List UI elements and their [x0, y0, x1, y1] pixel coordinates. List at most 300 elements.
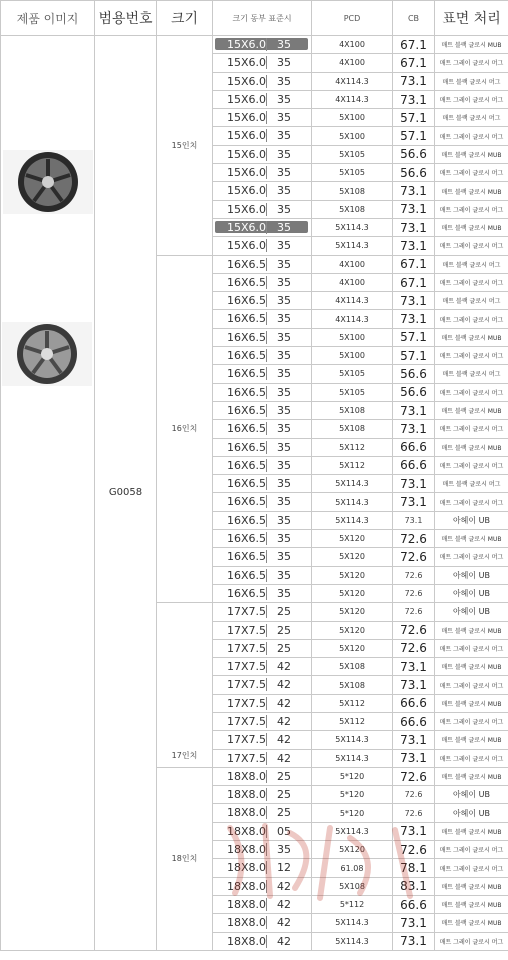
divider	[266, 605, 267, 618]
size-spec-cell	[213, 72, 312, 90]
size-spec-cell	[213, 731, 312, 749]
finish-value: 매트 그레이 글로시 머그	[435, 127, 508, 145]
size-spec-cell	[213, 676, 312, 694]
divider	[266, 312, 267, 325]
cb-value: 67.1	[393, 36, 435, 54]
finish-value: 아헤이 UB	[435, 584, 508, 602]
size-spec-cell	[213, 200, 312, 218]
pcd-value: 5X105	[312, 164, 393, 182]
divider	[266, 514, 267, 527]
size-spec-cell	[213, 475, 312, 493]
pcd-value: 5X114.3	[312, 822, 393, 840]
wheel-size: 16X6.5	[227, 550, 267, 564]
wheel-offset: 35	[277, 275, 291, 289]
product-code: G0058	[95, 36, 157, 951]
size-spec-cell	[213, 90, 312, 108]
size-spec-cell	[213, 584, 312, 602]
size-spec-cell	[213, 621, 312, 639]
wheel-offset: 35	[277, 239, 291, 253]
wheel-size: 16X6.5	[227, 367, 267, 381]
wheel-offset: 35	[277, 166, 291, 180]
cb-value: 73.1	[393, 237, 435, 255]
wheel-offset: 35	[277, 532, 291, 546]
cb-value: 73.1	[393, 310, 435, 328]
wheel-offset: 35	[277, 257, 291, 271]
pcd-value: 4X114.3	[312, 90, 393, 108]
pcd-value: 5X105	[312, 365, 393, 383]
pcd-value: 5X114.3	[312, 475, 393, 493]
pcd-value: 5X120	[312, 548, 393, 566]
finish-value: 매트 그레이 글로시 머그	[435, 841, 508, 859]
wheel-size: 15X6.0	[227, 129, 267, 143]
pcd-value: 5X108	[312, 420, 393, 438]
pcd-value: 5X114.3	[312, 218, 393, 236]
finish-value: 매트 그레이 글로시 머그	[435, 347, 508, 365]
divider	[266, 733, 267, 746]
wheel-offset: 05	[277, 824, 291, 838]
wheel-offset: 35	[277, 440, 291, 454]
cb-value: 56.6	[393, 365, 435, 383]
wheel-size: 16X6.5	[227, 312, 267, 326]
divider	[266, 221, 267, 234]
finish-value: 매트 그레이 글로시 머그	[435, 200, 508, 218]
cb-value: 57.1	[393, 347, 435, 365]
finish-value: 매트 블랙 글로시 MUB	[435, 877, 508, 895]
wheel-size: 15X6.0	[227, 92, 267, 106]
pcd-value: 4X100	[312, 255, 393, 273]
header-spec: 크기 동부 표준시	[213, 1, 312, 36]
wheel-offset: 35	[277, 202, 291, 216]
cb-value: 67.1	[393, 255, 435, 273]
divider	[266, 825, 267, 838]
wheel-size: 17X7.5	[227, 641, 267, 655]
pcd-value: 4X114.3	[312, 310, 393, 328]
cb-value: 57.1	[393, 127, 435, 145]
wheel-size: 18X8.0	[227, 788, 267, 802]
size-spec-cell	[213, 347, 312, 365]
finish-value: 매트 그레이 글로시 머그	[435, 676, 508, 694]
pcd-value: 4X100	[312, 36, 393, 54]
cb-value: 72.6	[393, 621, 435, 639]
pcd-value: 5X108	[312, 401, 393, 419]
finish-value: 매트 그레이 글로시 머그	[435, 383, 508, 401]
pcd-value: 5X108	[312, 182, 393, 200]
cb-value: 66.6	[393, 438, 435, 456]
cb-value: 78.1	[393, 859, 435, 877]
wheel-offset: 35	[277, 422, 291, 436]
cb-value: 73.1	[393, 72, 435, 90]
wheel-offset: 35	[277, 294, 291, 308]
size-spec-cell	[213, 511, 312, 529]
pcd-value: 5X120	[312, 566, 393, 584]
wheel-offset: 25	[277, 605, 291, 619]
divider	[266, 916, 267, 929]
divider	[266, 569, 267, 582]
cb-value: 72.6	[393, 804, 435, 822]
pcd-value: 5X120	[312, 621, 393, 639]
divider	[266, 898, 267, 911]
size-spec-cell	[213, 804, 312, 822]
finish-value: 아헤이 UB	[435, 511, 508, 529]
wheel-offset: 35	[277, 349, 291, 363]
wheel-size: 15X6.0	[227, 184, 267, 198]
divider	[266, 861, 267, 874]
cb-value: 73.1	[393, 731, 435, 749]
wheel-size: 16X6.5	[227, 477, 267, 491]
wheel-size: 15X6.0	[227, 220, 267, 234]
size-spec-cell	[213, 767, 312, 785]
finish-value: 아헤이 UB	[435, 566, 508, 584]
size-spec-cell	[213, 877, 312, 895]
wheel-offset: 35	[277, 330, 291, 344]
divider	[266, 75, 267, 88]
pcd-value: 5X108	[312, 676, 393, 694]
wheel-size: 15X6.0	[227, 38, 267, 51]
size-spec-cell	[213, 164, 312, 182]
finish-value: 매트 그레이 글로시 머그	[435, 273, 508, 291]
size-spec-cell	[213, 639, 312, 657]
wheel-offset: 42	[277, 879, 291, 893]
cb-value: 73.1	[393, 420, 435, 438]
size-spec-cell	[213, 36, 312, 54]
finish-value: 매트 그레이 글로시 머그	[435, 639, 508, 657]
pcd-value: 5X120	[312, 841, 393, 859]
wheel-size: 16X6.5	[227, 532, 267, 546]
size-group-label: 18인치	[157, 767, 213, 950]
cb-value: 57.1	[393, 109, 435, 127]
wheel-offset: 25	[277, 623, 291, 637]
divider	[266, 770, 267, 783]
finish-value: 매트 블랙 글로시 머그	[435, 475, 508, 493]
wheel-size: 16X6.5	[227, 330, 267, 344]
wheel-offset: 42	[277, 897, 291, 911]
size-spec-cell	[213, 895, 312, 913]
divider	[266, 422, 267, 435]
cb-value: 73.1	[393, 401, 435, 419]
pcd-value: 5X100	[312, 328, 393, 346]
finish-value: 매트 그레이 글로시 머그	[435, 548, 508, 566]
size-spec-cell	[213, 292, 312, 310]
finish-value: 매트 그레이 글로시 머그	[435, 456, 508, 474]
wheel-size: 15X6.0	[227, 202, 267, 216]
size-spec-cell	[213, 420, 312, 438]
wheel-offset: 35	[277, 495, 291, 509]
pcd-value: 5X100	[312, 109, 393, 127]
pcd-value: 5X108	[312, 877, 393, 895]
divider	[266, 184, 267, 197]
cb-value: 66.6	[393, 895, 435, 913]
size-spec-cell	[213, 127, 312, 145]
wheel-offset: 25	[277, 788, 291, 802]
wheel-size: 16X6.5	[227, 257, 267, 271]
finish-value: 매트 그레이 글로시 머그	[435, 164, 508, 182]
divider	[266, 56, 267, 69]
wheel-size: 16X6.5	[227, 586, 267, 600]
pcd-value: 4X100	[312, 54, 393, 72]
divider	[266, 331, 267, 344]
finish-value: 매트 블랙 글로시 MUB	[435, 530, 508, 548]
cb-value: 72.6	[393, 566, 435, 584]
wheel-size: 16X6.5	[227, 440, 267, 454]
wheel-size: 16X6.5	[227, 403, 267, 417]
size-spec-cell	[213, 493, 312, 511]
wheel-offset: 35	[277, 92, 291, 106]
divider	[266, 441, 267, 454]
finish-value: 매트 블랙 글로시 MUB	[435, 822, 508, 840]
pcd-value: 5X114.3	[312, 731, 393, 749]
wheel-size: 16X6.5	[227, 513, 267, 527]
size-spec-cell	[213, 383, 312, 401]
wheel-offset: 42	[277, 916, 291, 930]
wheel-offset: 42	[277, 934, 291, 948]
divider	[266, 550, 267, 563]
cb-value: 72.6	[393, 548, 435, 566]
cb-value: 72.6	[393, 841, 435, 859]
finish-value: 매트 블랙 글로시 MUB	[435, 895, 508, 913]
pcd-value: 5X112	[312, 438, 393, 456]
pcd-value: 5X114.3	[312, 237, 393, 255]
cb-value: 72.6	[393, 584, 435, 602]
divider	[266, 642, 267, 655]
divider	[266, 294, 267, 307]
pcd-value: 4X114.3	[312, 292, 393, 310]
size-spec-cell	[213, 145, 312, 163]
divider	[266, 404, 267, 417]
header-finish: 표면 처리	[435, 1, 508, 36]
pcd-value: 5X108	[312, 658, 393, 676]
divider	[266, 843, 267, 856]
size-spec-cell	[213, 566, 312, 584]
wheel-offset: 35	[277, 74, 291, 88]
pcd-value: 61.08	[312, 859, 393, 877]
wheel-offset: 35	[277, 129, 291, 143]
wheel-offset: 25	[277, 769, 291, 783]
finish-value: 매트 블랙 글로시 MUB	[435, 621, 508, 639]
wheel-size: 15X6.0	[227, 166, 267, 180]
divider	[266, 660, 267, 673]
cb-value: 56.6	[393, 164, 435, 182]
pcd-value: 5X108	[312, 200, 393, 218]
pcd-value: 5X120	[312, 584, 393, 602]
divider	[266, 93, 267, 106]
finish-value: 매트 블랙 글로시 MUB	[435, 694, 508, 712]
cb-value: 72.6	[393, 639, 435, 657]
cb-value: 67.1	[393, 54, 435, 72]
finish-value: 매트 블랙 글로시 MUB	[435, 658, 508, 676]
size-spec-cell	[213, 859, 312, 877]
pcd-value: 5X120	[312, 639, 393, 657]
size-spec-cell	[213, 218, 312, 236]
divider	[266, 367, 267, 380]
pcd-value: 5X100	[312, 127, 393, 145]
wheel-size: 17X7.5	[227, 623, 267, 637]
finish-value: 매트 블랙 글로시 머그	[435, 109, 508, 127]
cb-value: 72.6	[393, 603, 435, 621]
finish-value: 매트 그레이 글로시 머그	[435, 237, 508, 255]
finish-value: 아헤이 UB	[435, 786, 508, 804]
wheel-offset: 35	[277, 550, 291, 564]
header-cb: CB	[393, 1, 435, 36]
wheel-size: 17X7.5	[227, 660, 267, 674]
size-spec-cell	[213, 694, 312, 712]
divider	[266, 386, 267, 399]
pcd-value: 5X105	[312, 145, 393, 163]
wheel-offset: 35	[277, 458, 291, 472]
wheel-image-2	[2, 322, 92, 386]
size-spec-cell	[213, 822, 312, 840]
wheel-offset: 12	[277, 861, 291, 875]
pcd-value: 5X114.3	[312, 493, 393, 511]
wheel-offset: 35	[277, 220, 291, 234]
cb-value: 73.1	[393, 475, 435, 493]
cb-value: 67.1	[393, 273, 435, 291]
finish-value: 매트 블랙 글로시 MUB	[435, 145, 508, 163]
wheel-offset: 35	[277, 184, 291, 198]
cb-value: 73.1	[393, 658, 435, 676]
cb-value: 73.1	[393, 218, 435, 236]
wheel-size: 17X7.5	[227, 605, 267, 619]
finish-value: 매트 블랙 글로시 MUB	[435, 914, 508, 932]
wheel-image-1	[3, 150, 93, 214]
divider	[266, 276, 267, 289]
wheel-size: 18X8.0	[227, 916, 267, 930]
header-code: 범용번호	[95, 1, 157, 36]
wheel-size: 18X8.0	[227, 861, 267, 875]
finish-value: 매트 그레이 글로시 머그	[435, 859, 508, 877]
wheel-size: 18X8.0	[227, 769, 267, 783]
size-spec-cell	[213, 712, 312, 730]
cb-value: 73.1	[393, 932, 435, 950]
pcd-value: 5X112	[312, 712, 393, 730]
wheel-offset: 42	[277, 733, 291, 747]
wheel-offset: 35	[277, 513, 291, 527]
size-spec-cell	[213, 438, 312, 456]
finish-value: 매트 블랙 글로시 MUB	[435, 36, 508, 54]
divider	[266, 258, 267, 271]
wheel-offset: 42	[277, 678, 291, 692]
wheel-offset: 35	[277, 385, 291, 399]
wheel-size: 18X8.0	[227, 843, 267, 857]
cb-value: 66.6	[393, 694, 435, 712]
pcd-value: 5X120	[312, 530, 393, 548]
divider	[266, 129, 267, 142]
cb-value: 73.1	[393, 292, 435, 310]
wheel-size: 16X6.5	[227, 458, 267, 472]
cb-value: 72.6	[393, 530, 435, 548]
pcd-value: 5X114.3	[312, 511, 393, 529]
divider	[266, 880, 267, 893]
wheel-offset: 35	[277, 586, 291, 600]
wheel-offset: 35	[277, 38, 291, 51]
size-spec-cell	[213, 932, 312, 950]
size-spec-cell	[213, 109, 312, 127]
divider	[266, 678, 267, 691]
size-group-label: 16인치	[157, 255, 213, 603]
size-spec-cell	[213, 786, 312, 804]
cb-value: 66.6	[393, 456, 435, 474]
wheel-offset: 35	[277, 147, 291, 161]
finish-value: 매트 블랙 글로시 머그	[435, 292, 508, 310]
size-spec-cell	[213, 914, 312, 932]
cb-value: 73.1	[393, 822, 435, 840]
cb-value: 73.1	[393, 90, 435, 108]
finish-value: 매트 블랙 글로시 MUB	[435, 731, 508, 749]
wheel-offset: 35	[277, 568, 291, 582]
pcd-value: 5*120	[312, 804, 393, 822]
finish-value: 매트 그레이 글로시 머그	[435, 54, 508, 72]
cb-value: 56.6	[393, 383, 435, 401]
wheel-offset: 35	[277, 843, 291, 857]
wheel-offset: 35	[277, 111, 291, 125]
size-spec-cell	[213, 273, 312, 291]
size-group-label: 17인치	[157, 603, 213, 768]
size-spec-cell	[213, 841, 312, 859]
size-spec-cell	[213, 54, 312, 72]
finish-value: 매트 그레이 글로시 머그	[435, 749, 508, 767]
wheel-offset: 25	[277, 641, 291, 655]
wheel-size: 16X6.5	[227, 422, 267, 436]
size-spec-cell	[213, 456, 312, 474]
wheel-offset: 35	[277, 367, 291, 381]
wheel-size: 15X6.0	[227, 147, 267, 161]
divider	[266, 203, 267, 216]
size-spec-cell	[213, 255, 312, 273]
finish-value: 매트 블랙 글로시 MUB	[435, 218, 508, 236]
wheel-offset: 25	[277, 806, 291, 820]
divider	[266, 752, 267, 765]
header-size: 크기	[157, 1, 213, 36]
wheel-size: 15X6.0	[227, 74, 267, 88]
size-spec-cell	[213, 365, 312, 383]
divider	[266, 587, 267, 600]
size-spec-cell	[213, 530, 312, 548]
wheel-offset: 42	[277, 714, 291, 728]
pcd-value: 5*120	[312, 786, 393, 804]
wheel-offset: 42	[277, 696, 291, 710]
finish-value: 매트 블랙 글로시 MUB	[435, 767, 508, 785]
wheel-offset: 35	[277, 477, 291, 491]
pcd-value: 5X114.3	[312, 932, 393, 950]
finish-value: 아헤이 UB	[435, 804, 508, 822]
size-spec-cell	[213, 237, 312, 255]
cb-value: 73.1	[393, 749, 435, 767]
wheel-offset: 35	[277, 312, 291, 326]
finish-value: 매트 그레이 글로시 머그	[435, 712, 508, 730]
cb-value: 73.1	[393, 914, 435, 932]
wheel-size: 17X7.5	[227, 751, 267, 765]
finish-value: 매트 그레이 글로시 머그	[435, 420, 508, 438]
wheel-size: 15X6.0	[227, 111, 267, 125]
size-spec-cell	[213, 548, 312, 566]
pcd-value: 4X114.3	[312, 72, 393, 90]
wheel-size: 16X6.5	[227, 349, 267, 363]
cb-value: 56.6	[393, 145, 435, 163]
pcd-value: 5X112	[312, 694, 393, 712]
table-row	[1, 36, 508, 54]
pcd-value: 4X100	[312, 273, 393, 291]
pcd-value: 5*120	[312, 767, 393, 785]
divider	[266, 806, 267, 819]
wheel-size: 16X6.5	[227, 275, 267, 289]
pcd-value: 5X114.3	[312, 749, 393, 767]
wheel-size: 16X6.5	[227, 385, 267, 399]
pcd-value: 5*112	[312, 895, 393, 913]
finish-value: 매트 그레이 글로시 머그	[435, 493, 508, 511]
cb-value: 73.1	[393, 676, 435, 694]
finish-value: 매트 블랙 글로시 머그	[435, 365, 508, 383]
divider	[266, 148, 267, 161]
finish-value: 매트 그레이 글로시 머그	[435, 310, 508, 328]
